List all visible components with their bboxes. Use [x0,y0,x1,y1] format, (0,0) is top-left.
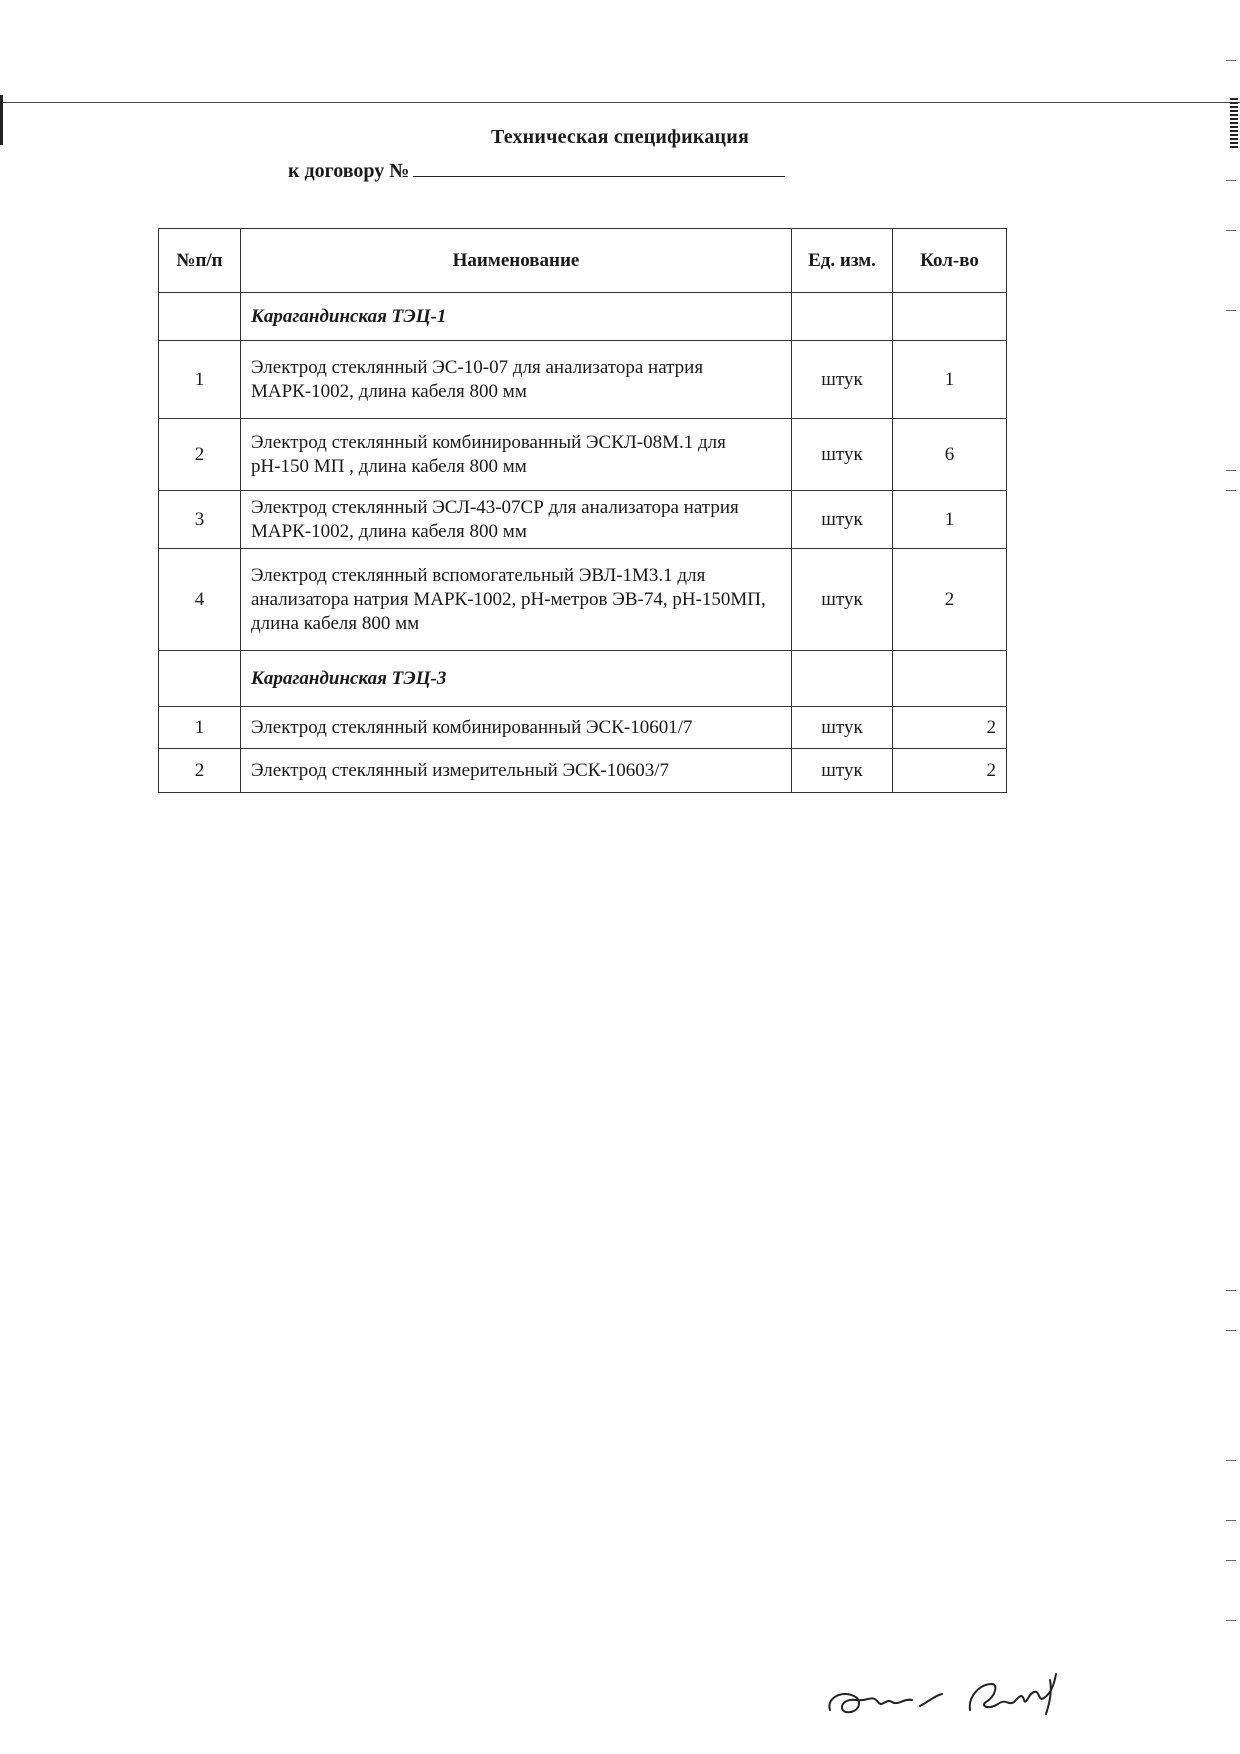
section-row [159,293,1007,341]
row-unit: штук [792,707,893,749]
row-unit: штук [792,549,893,651]
row-unit: штук [792,749,893,793]
row-name: Электрод стеклянный комбинированный ЭСКЛ-08М.1 для рН-150 МП , длина кабеля 800 мм [241,419,792,491]
row-name: Электрод стеклянный вспомогательный ЭВЛ-1М3.1 для анализатора натрия МАРК-1002, рН-метров ЭВ-74, рН-150МП, длина кабеля 800 мм [241,549,792,651]
specification-table [158,228,1007,793]
section-row [159,651,1007,707]
table-row [159,491,1007,549]
section-title: Карагандинская ТЭЦ-1 [241,293,792,341]
table-row [159,341,1007,419]
row-quantity: 2 [893,749,1007,793]
header-name: Наименование [241,229,792,293]
table-header-row [159,229,1007,293]
row-name: Электрод стеклянный комбинированный ЭСК-10601/7 [241,707,792,749]
scan-edge-ticks [1222,0,1236,1754]
header-number: №п/п [159,229,241,293]
header-unit: Ед. изм. [792,229,893,293]
row-quantity: 2 [893,707,1007,749]
row-quantity: 6 [893,419,1007,491]
row-number: 1 [159,341,241,419]
row-number: 4 [159,549,241,651]
row-number: 1 [159,707,241,749]
table-row [159,419,1007,491]
document-title: Техническая спецификация [491,126,749,148]
contract-number-blank [413,158,785,177]
row-quantity: 2 [893,549,1007,651]
row-unit: штук [792,491,893,549]
row-name: Электрод стеклянный ЭСЛ-43-07СР для анализатора натрия МАРК-1002, длина кабеля 800 мм [241,491,792,549]
row-quantity: 1 [893,491,1007,549]
header-quantity: Кол-во [893,229,1007,293]
row-number: 3 [159,491,241,549]
table-row [159,549,1007,651]
scan-top-rule [0,102,1240,103]
row-unit: штук [792,419,893,491]
contract-label: к договору № [288,160,410,182]
table-row [159,707,1007,749]
section-title: Карагандинская ТЭЦ-3 [241,651,792,707]
row-number: 2 [159,749,241,793]
handwritten-signature [820,1640,1100,1730]
table-row [159,749,1007,793]
row-name: Электрод стеклянный ЭС-10-07 для анализатора натрия МАРК-1002, длина кабеля 800 мм [241,341,792,419]
contract-line [288,158,785,183]
row-quantity: 1 [893,341,1007,419]
row-number: 2 [159,419,241,491]
row-name: Электрод стеклянный измерительный ЭСК-10603/7 [241,749,792,793]
row-unit: штук [792,341,893,419]
